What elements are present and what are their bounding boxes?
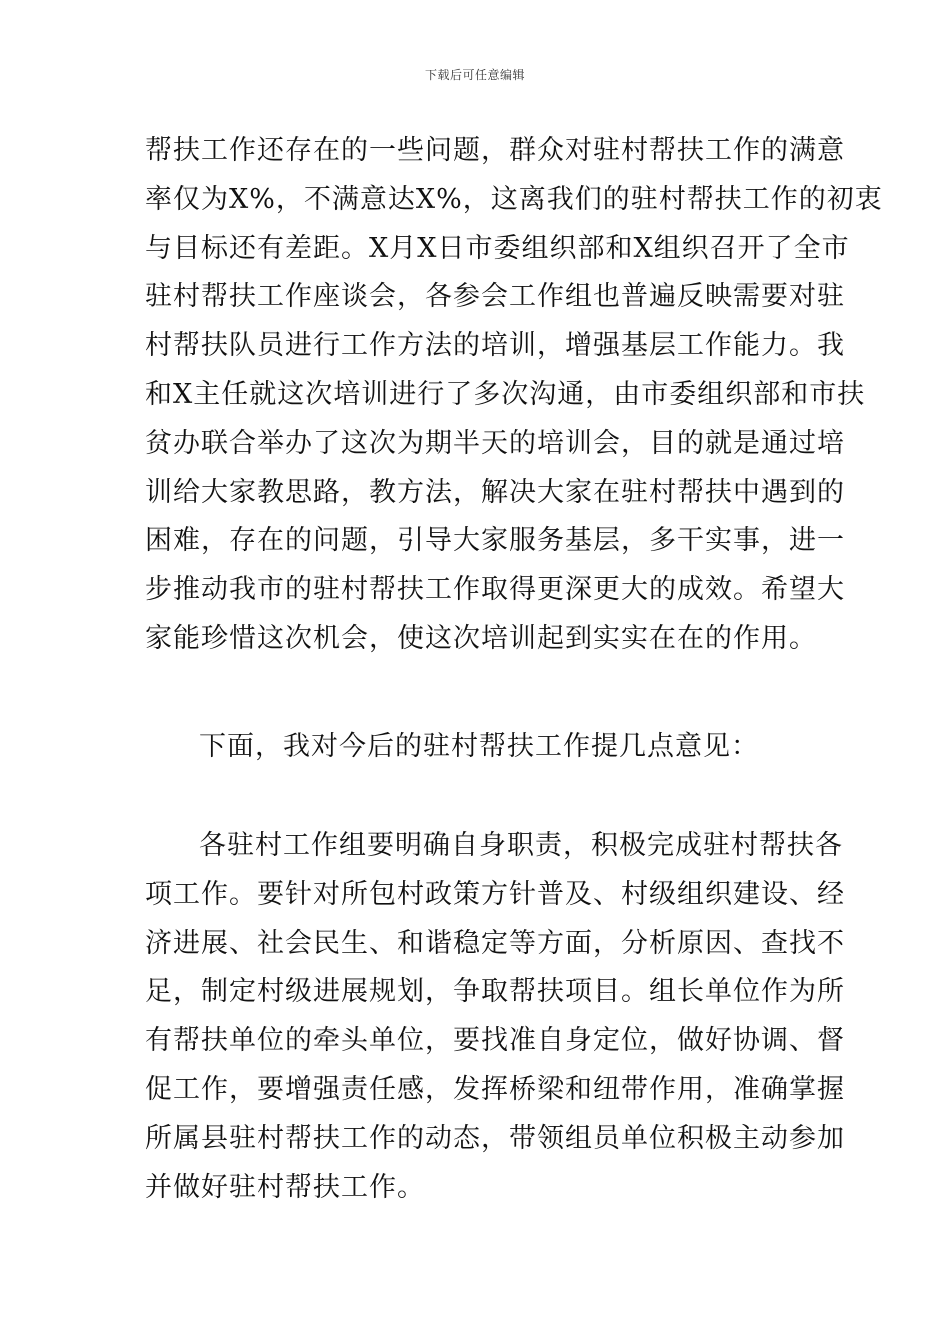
text-line: 帮扶工作还存在的一些问题，群众对驻村帮扶工作的满意	[145, 135, 845, 166]
paragraph-2	[145, 723, 810, 772]
text-line: 村帮扶队员进行工作方法的培训，增强基层工作能力。我	[145, 330, 845, 362]
text-line: 训给大家教思路，教方法，解决大家在驻村帮扶中遇到的	[145, 476, 845, 508]
paragraph-1	[145, 127, 883, 664]
text-line: 各驻村工作组要明确自身职责，积极完成驻村帮扶各	[199, 830, 843, 861]
text-line: 足，制定村级进展规划，争取帮扶项目。组长单位作为所	[145, 976, 845, 1008]
text-line: 并做好驻村帮扶工作。	[145, 1171, 425, 1203]
text-line: 促工作，要增强责任感，发挥桥梁和纽带作用，准确掌握	[145, 1073, 845, 1105]
text-line: 贫办联合举办了这次为期半天的培训会，目的就是通过培	[145, 427, 845, 459]
page-header: 下载后可任意编辑	[424, 68, 525, 82]
text-line: 下面，我对今后的驻村帮扶工作提几点意见：	[199, 731, 759, 762]
text-line: 和X主任就这次培训进行了多次沟通，由市委组织部和市扶	[145, 378, 866, 410]
text-line: 困难，存在的问题，引导大家服务基层，多干实事，进一	[145, 525, 845, 557]
text-line: 项工作。要针对所包村政策方针普及、村级组织建设、经	[145, 878, 845, 910]
text-line: 济进展、社会民生、和谐稳定等方面，分析原因、查找不	[145, 927, 845, 959]
text-line: 步推动我市的驻村帮扶工作取得更深更大的成效。希望大	[145, 574, 845, 606]
text-line: 家能珍惜这次机会，使这次培训起到实实在在的作用。	[145, 622, 817, 654]
paragraph-3	[145, 822, 845, 1212]
text-line: 有帮扶单位的牵头单位，要找准自身定位，做好协调、督	[145, 1025, 845, 1057]
text-line: 与目标还有差距。X月X日市委组织部和X组织召开了全市	[145, 232, 850, 264]
text-line: 所属县驻村帮扶工作的动态，带领组员单位积极主动参加	[145, 1122, 845, 1154]
text-line: 驻村帮扶工作座谈会，各参会工作组也普遍反映需要对驻	[145, 281, 845, 313]
text-line: 率仅为X%，不满意达X%，这离我们的驻村帮扶工作的初衷	[145, 183, 883, 215]
